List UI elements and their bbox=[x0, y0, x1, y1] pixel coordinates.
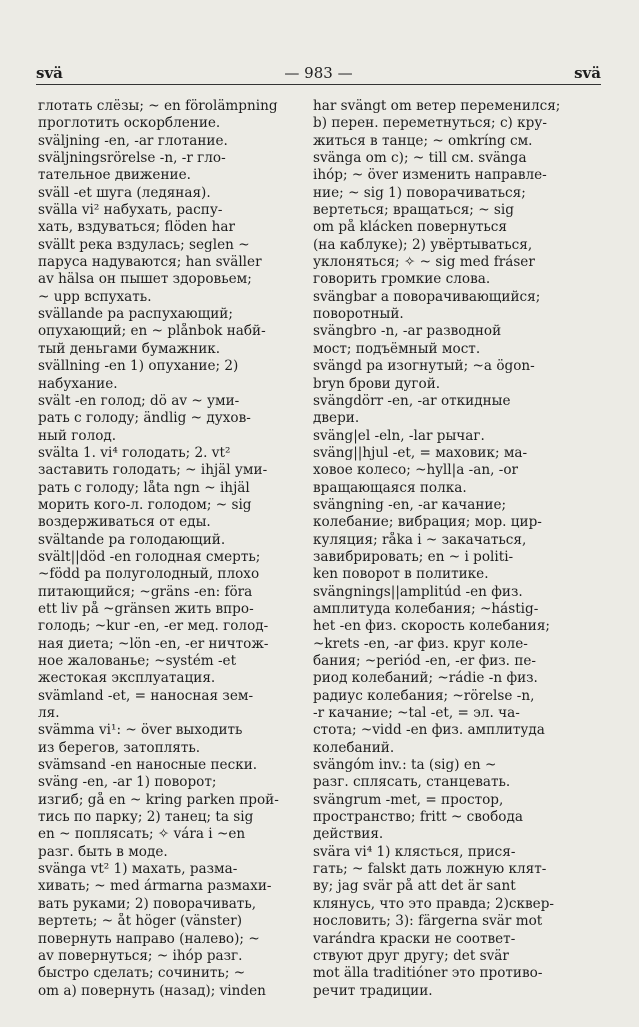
text-line: sväng -en, -ar 1) поворот; bbox=[38, 774, 217, 791]
text-line: av повернуться; ~ ihóp разг. bbox=[38, 947, 243, 964]
text-line: svälla vi² набухать, распу- bbox=[38, 202, 223, 219]
text-line: har svängt om ветер переменился; bbox=[313, 98, 561, 114]
text-line: svämsand -en наносные пески. bbox=[38, 757, 258, 774]
text-line: ву; jag svär på att det är sant bbox=[313, 878, 516, 895]
text-line: sväng|el -eln, -lar рычаг. bbox=[313, 427, 485, 444]
text-line: глотать слёзы; ~ en förolämpning bbox=[38, 98, 278, 114]
text-line: вать руками; 2) поворачивать, bbox=[38, 895, 257, 912]
header-rule bbox=[36, 84, 601, 85]
text-line: ett liv på ~gränsen жить впро- bbox=[38, 600, 254, 617]
text-line: svängrum -met, = простор, bbox=[313, 791, 504, 808]
text-line: ihóp; ~ över изменить направле- bbox=[313, 167, 547, 184]
text-line: питающийся; ~gräns -en: föra bbox=[38, 583, 253, 600]
text-line: пространство; fritt ~ свобода bbox=[313, 809, 523, 826]
text-line: рать с голоду; ändlig ~ духов- bbox=[38, 410, 251, 427]
text-line: нословить; 3): färgerna svär mot bbox=[313, 913, 543, 930]
text-line: опухающий; en ~ plånbok набй- bbox=[38, 323, 266, 340]
text-line: воздерживаться от еды. bbox=[38, 514, 211, 531]
text-line: sväll -et шуга (ледяная). bbox=[38, 184, 211, 201]
text-line: svält -en голод; dö av ~ уми- bbox=[38, 392, 240, 409]
text-line: av hälsa он пышет здоровьем; bbox=[38, 271, 252, 288]
text-line: svällning -en 1) опухание; 2) bbox=[38, 358, 239, 375]
text-line: стота; ~vidd -en физ. амплитуда bbox=[313, 722, 545, 739]
text-line: ствуют друг другу; det svär bbox=[313, 947, 509, 964]
text-line: ное жалованье; ~systém -et bbox=[38, 653, 237, 669]
text-line: om а) повернуть (назад); vinden bbox=[38, 982, 266, 999]
text-line: говорить громкие слова. bbox=[313, 271, 491, 288]
text-line: svängdörr -en, -ar откидные bbox=[313, 392, 511, 409]
text-line: varándra краски не соответ- bbox=[313, 930, 516, 947]
text-line: вертеть; ~ åt höger (vänster) bbox=[38, 913, 243, 930]
text-line: куляция; råka i ~ закачаться, bbox=[313, 531, 527, 548]
text-line: быстро сделать; сочинить; ~ bbox=[38, 965, 246, 982]
text-line: паруса надуваются; han sväller bbox=[38, 254, 262, 271]
guide-word-right: svä bbox=[574, 64, 601, 82]
text-line: sväng||hjul -et, = маховик; ма- bbox=[313, 444, 528, 461]
text-line: вращающаяся полка. bbox=[313, 479, 467, 496]
text-line: набухание. bbox=[38, 375, 118, 392]
text-line: svält||död -en голодная смерть; bbox=[38, 548, 261, 565]
text-line: риод колебаний; ~rádie -n физ. bbox=[313, 670, 538, 687]
text-line: радиус колебания; ~rörelse -n, bbox=[313, 687, 535, 704]
text-line: svällande pa распухающий; bbox=[38, 306, 233, 323]
text-line: завибрировать; en ~ i politi- bbox=[313, 548, 514, 565]
right-column bbox=[313, 98, 587, 1000]
text-line: svältande pa голодающий. bbox=[38, 531, 226, 548]
text-line: тательное движение. bbox=[38, 167, 191, 184]
text-line: двери. bbox=[313, 410, 360, 427]
text-line: гать; ~ falskt дать ложную клят- bbox=[313, 861, 547, 878]
text-line: svära vi⁴ 1) клясться, прися- bbox=[313, 843, 516, 860]
text-line: мост; подъёмный мост. bbox=[313, 340, 481, 357]
text-line: sväljning -en, -ar глотание. bbox=[38, 132, 228, 149]
text-line: svängd pa изогнутый; ~a ögon- bbox=[313, 358, 535, 375]
text-line: bryn брови дугой. bbox=[313, 375, 441, 392]
text-line: svängning -en, -ar качание; bbox=[313, 496, 507, 513]
text-line: en ~ поплясать; ✧ vára i ~en bbox=[38, 826, 246, 843]
text-line: ~född pa полуголодный, плохо bbox=[38, 566, 260, 583]
text-line: (на каблуке); 2) увёртываться, bbox=[313, 236, 533, 253]
text-line: svällt река вздулась; seglen ~ bbox=[38, 236, 250, 253]
text-line: ние; ~ sig 1) поворачиваться; bbox=[313, 184, 526, 201]
text-line: mot älla traditióner это противо- bbox=[313, 965, 543, 982]
text-line: хивать; ~ med ármarna размахи- bbox=[38, 878, 272, 895]
text-line: вертеться; вращаться; ~ sig bbox=[313, 202, 514, 219]
text-line: ховое колесо; ~hyll|a -an, -or bbox=[313, 462, 519, 479]
text-line: заставить голодать; ~ ihjäl уми- bbox=[38, 462, 268, 479]
text-line: het -en физ. скорость колебания; bbox=[313, 618, 551, 635]
text-line: тый деньгами бумажник. bbox=[38, 340, 221, 357]
text-line: проглотить оскорбление. bbox=[38, 115, 221, 132]
text-line: повернуть направо (налево); ~ bbox=[38, 930, 260, 947]
text-line: svämland -et, = наносная зем- bbox=[38, 687, 254, 704]
left-column bbox=[38, 98, 306, 1000]
text-line: разг. сплясать, станцевать. bbox=[313, 774, 511, 791]
text-line: тись по парку; 2) танец; ta sig bbox=[38, 809, 254, 826]
text-line: хать, вздуваться; flöden har bbox=[38, 219, 235, 236]
text-line: svängóm inv.: ta (sig) en ~ bbox=[313, 757, 497, 774]
text-line: уклоняться; ✧ ~ sig med fráser bbox=[313, 254, 535, 271]
text-line: ~krets -en, -ar физ. круг коле- bbox=[313, 635, 528, 652]
text-line: ~ upp вспухать. bbox=[38, 288, 152, 305]
text-line: разг. быть в моде. bbox=[38, 843, 168, 860]
text-line: рать с голоду; låta ngn ~ ihjäl bbox=[38, 479, 250, 496]
text-line: svämma vi¹: ~ över выходить bbox=[38, 722, 243, 739]
text-line: svängbar a поворачивающийся; bbox=[313, 288, 541, 305]
text-line: из берегов, затоплять. bbox=[38, 739, 201, 756]
text-line: колебание; вибрация; мор. цир- bbox=[313, 514, 542, 531]
text-line: ken поворот в политике. bbox=[313, 566, 489, 583]
text-line: svänga vt² 1) махать, разма- bbox=[38, 861, 238, 878]
text-line: svängnings||amplitúd -en физ. bbox=[313, 583, 523, 600]
text-line: поворотный. bbox=[313, 306, 404, 323]
text-line: речит традиции. bbox=[313, 982, 433, 999]
text-line: клянусь, что это правда; 2)сквер- bbox=[313, 895, 555, 912]
text-line: ная диета; ~lön -en, -er ничтож- bbox=[38, 635, 269, 652]
text-line: om på klácken повернуться bbox=[313, 219, 507, 236]
text-line: svänga om c); ~ till см. svänga bbox=[313, 150, 527, 167]
text-line: жестокая эксплуатация. bbox=[38, 670, 216, 687]
text-line: b) перен. переметнуться; c) кру- bbox=[313, 115, 547, 132]
guide-word-left: svä bbox=[36, 64, 63, 82]
text-line: svängbro -n, -ar разводной bbox=[313, 323, 502, 340]
text-line: амплитуда колебания; ~hástig- bbox=[313, 600, 539, 617]
text-line: морить кого-л. голодом; ~ sig bbox=[38, 496, 252, 513]
text-line: изгиб; gå en ~ kring parken прой- bbox=[38, 791, 279, 808]
text-line: житься в танце; ~ omkríng см. bbox=[313, 132, 533, 149]
text-line: действия. bbox=[313, 826, 384, 843]
text-line: голодь; ~kur -en, -er мед. голод- bbox=[38, 618, 269, 635]
text-line: бания; ~periód -en, -er физ. пе- bbox=[313, 653, 537, 669]
text-line: sväljningsrörelse -n, -r гло- bbox=[38, 150, 226, 167]
page-number: — 983 — bbox=[284, 64, 353, 82]
page-header bbox=[36, 64, 601, 86]
text-line: svälta 1. vi⁴ голодать; 2. vt² bbox=[38, 444, 231, 461]
text-line: колебаний. bbox=[313, 739, 395, 756]
text-line: ля. bbox=[38, 705, 60, 722]
text-line: -r качание; ~tal -et, = эл. ча- bbox=[313, 705, 520, 722]
text-line: ный голод. bbox=[38, 427, 117, 444]
